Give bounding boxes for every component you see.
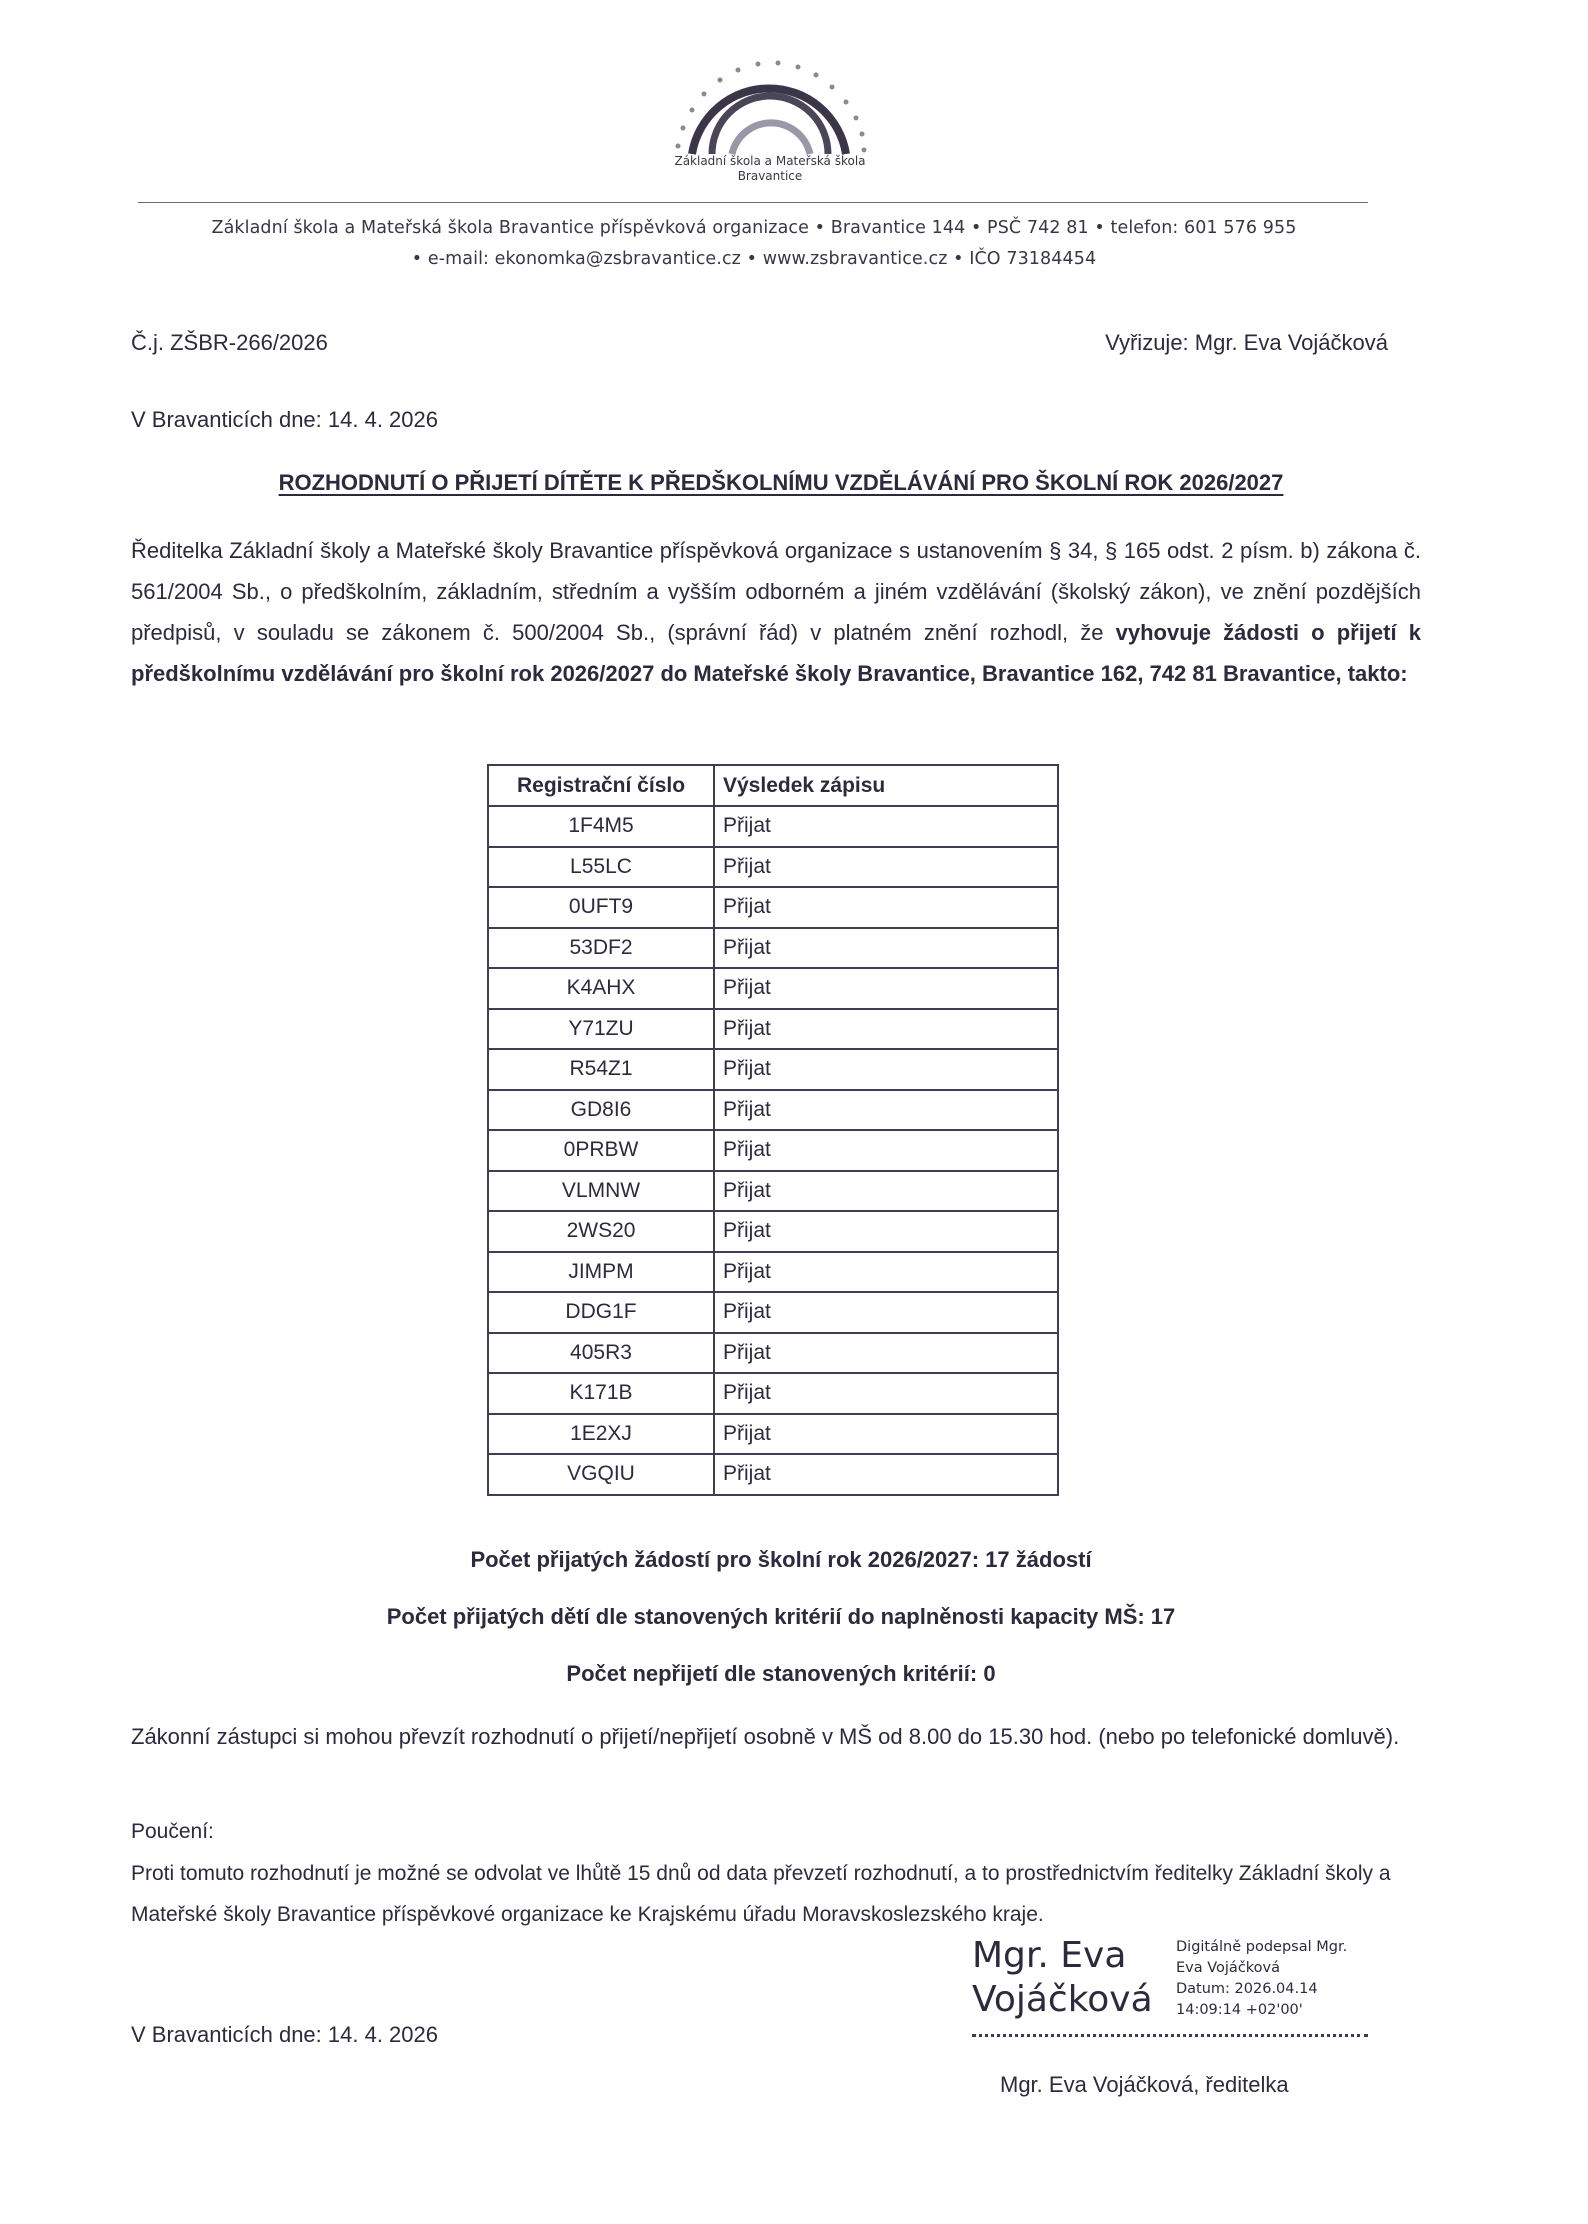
table-row bbox=[488, 847, 1058, 888]
reference-number: Č.j. ZŠBR-266/2026 bbox=[131, 330, 328, 355]
registration-number: VGQIU bbox=[488, 1454, 714, 1495]
enrollment-result: Přijat bbox=[714, 806, 1058, 847]
enrollment-result: Přijat bbox=[714, 1292, 1058, 1333]
pickup-note: Zákonní zástupci si mohou převzít rozhodnutí o přijetí/nepřijetí osobně v MŠ od 8.00 do 15.30 hod. (nebo po telefonické domluvě). bbox=[131, 1724, 1400, 1749]
decision-paragraph bbox=[131, 530, 1421, 694]
enrollment-result: Přijat bbox=[714, 1454, 1058, 1495]
signature-meta-line2: Eva Vojáčková bbox=[1176, 1960, 1281, 1976]
rainbow-arc-logo-icon bbox=[648, 46, 888, 156]
registration-number: GD8I6 bbox=[488, 1090, 714, 1131]
letterhead-address-line1: Základní škola a Mateřská škola Bravantice příspěvková organizace • Bravantice 144 • PSČ 742 81 • telefon: 601 576 955 bbox=[211, 218, 1297, 238]
logo-caption-line2: Bravantice bbox=[737, 169, 803, 183]
column-header-registration: Registrační číslo bbox=[488, 765, 714, 806]
registration-number: 0UFT9 bbox=[488, 887, 714, 928]
signature-caption: Mgr. Eva Vojáčková, ředitelka bbox=[1000, 2072, 1289, 2097]
enrollment-results-table bbox=[487, 764, 1059, 1496]
table-row bbox=[488, 1414, 1058, 1455]
table-row bbox=[488, 1333, 1058, 1374]
registration-number: DDG1F bbox=[488, 1292, 714, 1333]
enrollment-result: Přijat bbox=[714, 1333, 1058, 1374]
table-row bbox=[488, 1292, 1058, 1333]
column-header-result: Výsledek zápisu bbox=[714, 765, 1058, 806]
header-divider bbox=[138, 202, 1368, 203]
registration-number: 0PRBW bbox=[488, 1130, 714, 1171]
registration-number: 1F4M5 bbox=[488, 806, 714, 847]
place-date: V Bravanticích dne: 14. 4. 2026 bbox=[131, 407, 438, 432]
table-row bbox=[488, 1130, 1058, 1171]
table-header-row bbox=[488, 765, 1058, 806]
accepted-children-count: Počet přijatých dětí dle stanovených kritérií do naplněnosti kapacity MŠ: 17 bbox=[386, 1604, 1176, 1629]
notice-label: Poučení: bbox=[131, 1820, 214, 1843]
rejected-count: Počet nepřijetí dle stanovených kritérií: 0 bbox=[566, 1661, 996, 1686]
document-title: ROZHODNUTÍ O PŘIJETÍ DÍTĚTE K PŘEDŠKOLNÍMU VZDĚLÁVÁNÍ PRO ŠKOLNÍ ROK 2026/2027 bbox=[278, 470, 1284, 495]
decision-statement: vyhovuje žádosti o přijetí k předškolnímu vzdělávání pro školní rok 2026/2027 do Mateřské školy Bravantice, Bravantice 162, 742 81 Bravantice, takto: bbox=[131, 620, 1421, 686]
registration-number: 53DF2 bbox=[488, 928, 714, 969]
registration-number: K171B bbox=[488, 1373, 714, 1414]
enrollment-result: Přijat bbox=[714, 887, 1058, 928]
logo-caption bbox=[560, 154, 980, 184]
enrollment-result: Přijat bbox=[714, 1130, 1058, 1171]
registration-number: R54Z1 bbox=[488, 1049, 714, 1090]
letterhead-address-line2: • e-mail: ekonomka@zsbravantice.cz • www.zsbravantice.cz • IČO 73184454 bbox=[411, 249, 1097, 269]
table-row bbox=[488, 1090, 1058, 1131]
registration-number: 405R3 bbox=[488, 1333, 714, 1374]
table-row bbox=[488, 1252, 1058, 1293]
digital-signature-details bbox=[1176, 1937, 1347, 2021]
logo-caption-line1: Základní škola a Mateřská škola bbox=[674, 154, 866, 168]
registration-number: K4AHX bbox=[488, 968, 714, 1009]
decision-intro: Ředitelka Základní školy a Mateřské školy Bravantice příspěvková organizace s ustanovením § 34, § 165 odst. 2 písm. b) zákona č. 561/2004 Sb., o předškolním, základním, středním a vyšším odborném a jiném vzdělávání (školský zákon), ve znění pozdějších předpisů, v souladu se zákonem č. 500/2004 Sb., (správní řád) v platném znění rozhodl, že bbox=[131, 538, 1421, 645]
signature-name-line1: Mgr. Eva bbox=[972, 1935, 1127, 1976]
enrollment-result: Přijat bbox=[714, 928, 1058, 969]
table-row bbox=[488, 1171, 1058, 1212]
enrollment-result: Přijat bbox=[714, 1252, 1058, 1293]
table-row bbox=[488, 1454, 1058, 1495]
table-row bbox=[488, 887, 1058, 928]
footer-place-date: V Bravanticích dne: 14. 4. 2026 bbox=[131, 2022, 438, 2047]
table-row bbox=[488, 806, 1058, 847]
table-row bbox=[488, 928, 1058, 969]
enrollment-result: Přijat bbox=[714, 1211, 1058, 1252]
signature-name-line2: Vojáčková bbox=[972, 1979, 1153, 2020]
accepted-requests-count: Počet přijatých žádostí pro školní rok 2026/2027: 17 žádostí bbox=[470, 1547, 1092, 1572]
table-row bbox=[488, 1049, 1058, 1090]
enrollment-result: Přijat bbox=[714, 1171, 1058, 1212]
signature-meta-line4: 14:09:14 +02'00' bbox=[1176, 2002, 1303, 2018]
enrollment-result: Přijat bbox=[714, 1373, 1058, 1414]
handled-by: Vyřizuje: Mgr. Eva Vojáčková bbox=[1105, 330, 1388, 355]
registration-number: 2WS20 bbox=[488, 1211, 714, 1252]
enrollment-result: Přijat bbox=[714, 1009, 1058, 1050]
table-row bbox=[488, 1211, 1058, 1252]
enrollment-result: Přijat bbox=[714, 1414, 1058, 1455]
table-row bbox=[488, 1009, 1058, 1050]
enrollment-result: Přijat bbox=[714, 1090, 1058, 1131]
registration-number: JIMPM bbox=[488, 1252, 714, 1293]
registration-number: 1E2XJ bbox=[488, 1414, 714, 1455]
signature-dotted-line bbox=[972, 2034, 1368, 2037]
registration-number: Y71ZU bbox=[488, 1009, 714, 1050]
table-row bbox=[488, 968, 1058, 1009]
signature-name bbox=[972, 1934, 1153, 2022]
table-row bbox=[488, 1373, 1058, 1414]
enrollment-result: Přijat bbox=[714, 847, 1058, 888]
registration-number: L55LC bbox=[488, 847, 714, 888]
signature-meta-line1: Digitálně podepsal Mgr. bbox=[1176, 1939, 1348, 1955]
appeal-notice: Proti tomuto rozhodnutí je možné se odvolat ve lhůtě 15 dnů od data převzetí rozhodnutí, a to prostřednictvím ředitelky Základní školy a Mateřské školy Bravantice příspěvkové organizace ke Krajskému úřadu Moravskoslezského kraje. bbox=[131, 1862, 1391, 1926]
signature-meta-line3: Datum: 2026.04.14 bbox=[1176, 1981, 1318, 1997]
registration-number: VLMNW bbox=[488, 1171, 714, 1212]
enrollment-result: Přijat bbox=[714, 1049, 1058, 1090]
enrollment-result: Přijat bbox=[714, 968, 1058, 1009]
